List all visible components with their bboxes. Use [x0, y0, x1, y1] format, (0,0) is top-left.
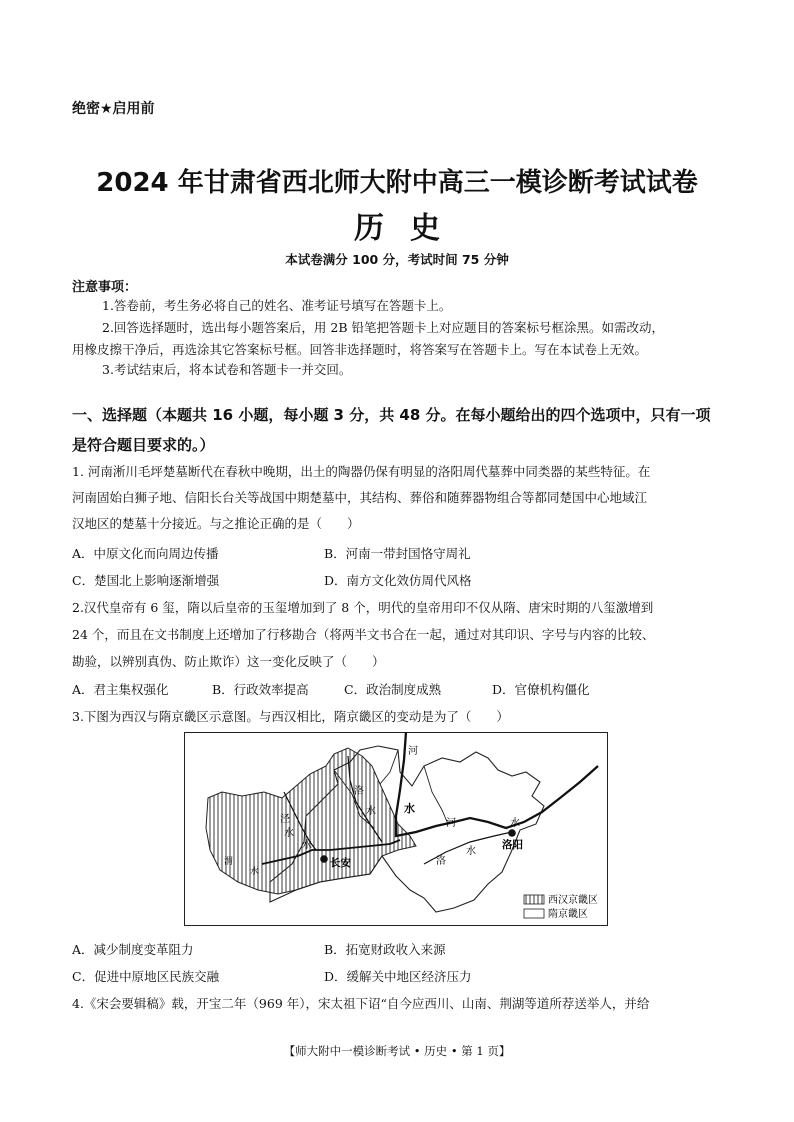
river-label: 洛: [354, 786, 364, 797]
legend-swatch-hatched: [524, 895, 544, 904]
confidential-label: 绝密★启用前: [72, 101, 155, 117]
legend-label: 西汉京畿区: [548, 895, 598, 906]
question-3-text: 3.下图为西汉与隋京畿区示意图。与西汉相比，隋京畿区的变动是为了（ ）: [72, 709, 509, 724]
notice-item: 用橡皮擦干净后，再选涂其它答案标号框。回答非选择题时，将答案写在答题卡上。写在本试卷上无效。: [72, 342, 648, 357]
notice-item: 2.回答选择题时，选出每小题答案后，用 2B 铅笔把答题卡上对应题目的答案标号框涂黑。如需改动，: [102, 320, 665, 335]
legend-label: 隋京畿区: [548, 909, 588, 920]
luoyang-marker: [508, 829, 516, 837]
question-1-option-b: B．河南一带封国恪守周礼: [324, 546, 471, 561]
question-2-option-a: A．君主集权强化: [72, 682, 169, 697]
question-1-text: 汉地区的楚墓十分接近。与之推论正确的是（ ）: [72, 516, 360, 531]
question-3-option-a: A．减少制度变革阻力: [72, 942, 194, 957]
changan-label: 长安: [330, 857, 351, 869]
question-3-option-c: C．促进中原地区民族交融: [72, 969, 220, 984]
section-heading: 一、选择题（本题共 16 小题，每小题 3 分，共 48 分。在每小题给出的四个选项中，只有一项: [72, 406, 711, 424]
river-label: 水: [466, 846, 476, 857]
question-1-option-a: A．中原文化而向周边传播: [72, 546, 219, 561]
notice-item: 3.考试结束后，将本试卷和答题卡一并交回。: [102, 362, 352, 377]
luoyang-label: 洛阳: [502, 839, 523, 851]
exam-info: 本试卷满分 100 分，考试时间 75 分钟: [285, 252, 509, 267]
capital-region-map: [184, 732, 608, 926]
legend-swatch-outline: [524, 909, 544, 918]
question-2-text: 2.汉代皇帝有 6 玺，隋以后皇帝的玉玺增加到了 8 个，明代的皇帝用印不仅从隋、唐宋时期的八玺激增到: [72, 600, 654, 615]
question-1-text: 河南固始白狮子地、信阳长台关等战国中期楚墓中，其结构、葬俗和随葬器物组合等都同楚国中心地域江: [72, 490, 648, 505]
river-label: 河: [408, 746, 418, 757]
river-label: 水: [404, 802, 415, 815]
question-1-text: 1. 河南淅川毛坪楚墓断代在春秋中晚期，出土的陶器仍保有明显的洛阳周代墓葬中同类器的某些特征。在: [72, 464, 651, 479]
question-3-option-b: B．拓宽财政收入来源: [324, 942, 446, 957]
question-2-option-d: D．官僚机构僵化: [492, 682, 590, 697]
changan-marker: [320, 855, 328, 863]
notice-heading: 注意事项：: [72, 280, 138, 295]
question-2-text: 24 个，而且在文书制度上还增加了行移勘合（将两半文书合在一起，通过对其印识、字号与内容的比较、: [72, 627, 655, 642]
question-2-option-b: B．行政效率提高: [212, 682, 309, 697]
river-label: 水: [250, 867, 260, 877]
question-4-text: 4.《宋会要辑稿》载，开宝二年（969 年），宋太祖下诏“自今应西川、山南、荆湖等道所荐送举人，并给: [72, 996, 650, 1011]
question-1-option-c: C．楚国北上影响逐渐增强: [72, 573, 220, 588]
question-2-option-c: C．政治制度成熟: [344, 682, 442, 697]
river-label: 河: [446, 818, 456, 829]
river-label: 渭: [224, 857, 234, 867]
river-label: 洛: [436, 856, 446, 867]
river-label: 水: [366, 806, 376, 817]
river-label: 水: [284, 828, 294, 839]
exam-title: 2024 年甘肃省西北师大附中高三一模诊断考试试卷: [96, 168, 698, 198]
section-heading: 是符合题目要求的。）: [72, 436, 215, 454]
page-footer: 【师大附中一模诊断考试 • 历史 • 第 1 页】: [283, 1044, 511, 1058]
river-label: 水: [302, 840, 312, 851]
river-label: 水: [510, 818, 520, 829]
question-1-option-d: D．南方文化效仿周代风格: [324, 573, 472, 588]
question-3-option-d: D．缓解关中地区经济压力: [324, 969, 472, 984]
river-label: 泾: [280, 814, 290, 825]
question-2-text: 勘验，以辨别真伪、防止欺诈）这一变化反映了（ ）: [72, 654, 385, 669]
notice-item: 1.答卷前，考生务必将自己的姓名、准考证号填写在答题卡上。: [102, 298, 452, 313]
subject-title: 历史: [354, 211, 466, 246]
